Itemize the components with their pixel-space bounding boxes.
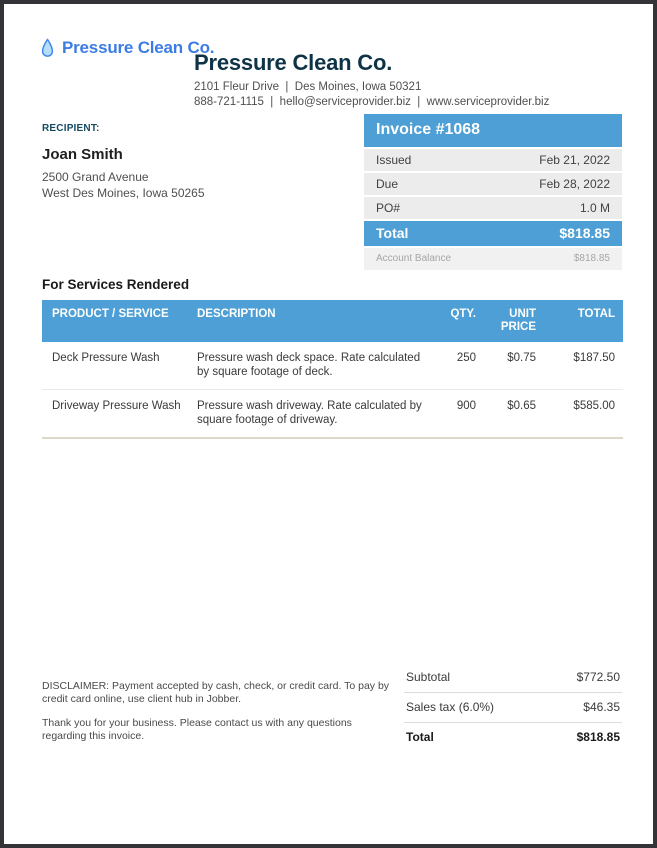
column-header-unit-price: UNIT PRICE [484, 300, 544, 342]
service-product: Deck Pressure Wash [42, 342, 189, 390]
invoice-due-row [364, 173, 622, 195]
invoice-issued-label: Issued [376, 153, 412, 167]
water-drop-icon [40, 38, 55, 58]
service-qty: 250 [434, 342, 484, 390]
column-header-description: DESCRIPTION [189, 300, 434, 342]
invoice-total-row [364, 221, 622, 246]
service-unit-price: $0.75 [484, 342, 544, 390]
column-header-total: TOTAL [544, 300, 623, 342]
recipient-block [42, 123, 205, 201]
subtotal-value: $772.50 [576, 670, 620, 684]
disclaimer-text: DISCLAIMER: Payment accepted by cash, check, or credit card. To pay by credit card online, use client hub in Jobber. [42, 680, 390, 705]
footer-notes [42, 680, 394, 754]
company-header [194, 50, 549, 109]
service-row-deck [42, 342, 623, 390]
sales-tax-label: Sales tax (6.0%) [406, 700, 495, 714]
recipient-name: Joan Smith [42, 146, 123, 163]
service-total: $187.50 [544, 342, 623, 390]
subtotal-label: Subtotal [406, 670, 451, 684]
company-contact: 888-721-1115 | hello@serviceprovider.biz | www.serviceprovider.biz [194, 95, 550, 108]
service-unit-price: $0.65 [484, 390, 544, 439]
account-balance-label: Account Balance [376, 253, 452, 264]
column-header-qty: QTY. [434, 300, 484, 342]
subtotal-row [404, 663, 622, 693]
invoice-summary-card [364, 114, 622, 270]
service-row-driveway [42, 390, 623, 439]
grand-total-row [404, 723, 622, 752]
services-table [42, 300, 623, 439]
invoice-total-label: Total [376, 225, 409, 241]
service-total: $585.00 [544, 390, 623, 439]
column-header-product: PRODUCT / SERVICE [42, 300, 189, 342]
service-description: Pressure wash deck space. Rate calculated by square footage of deck. [189, 342, 434, 390]
invoice-total-value: $818.85 [559, 225, 610, 241]
invoice-due-label: Due [376, 177, 399, 191]
invoice-issued-value: Feb 21, 2022 [539, 153, 610, 167]
invoice-number-title: Invoice #1068 [364, 114, 622, 147]
grand-total-value: $818.85 [576, 730, 620, 744]
company-address: 2101 Fleur Drive | Des Moines, Iowa 50321 [194, 81, 422, 93]
service-product: Driveway Pressure Wash [42, 390, 189, 439]
totals-summary [404, 663, 622, 752]
services-section [42, 277, 623, 439]
invoice-issued-row [364, 149, 622, 171]
sales-tax-row [404, 693, 622, 723]
invoice-po-label: PO# [376, 201, 401, 215]
recipient-label: RECIPIENT: [42, 123, 100, 134]
account-balance-value: $818.85 [573, 253, 610, 264]
company-name: Pressure Clean Co. [194, 50, 393, 75]
logo-wordmark: Pressure Clean Co. [62, 38, 215, 57]
sales-tax-value: $46.35 [583, 700, 620, 714]
recipient-address-line-1: 2500 Grand Avenue [42, 170, 149, 184]
invoice-po-value: 1.0 M [579, 201, 610, 215]
grand-total-label: Total [406, 730, 434, 744]
services-header-row [42, 300, 623, 342]
account-balance-row [364, 248, 622, 270]
company-logo [40, 38, 214, 58]
recipient-address-line-2: West Des Moines, Iowa 50265 [42, 186, 205, 200]
service-qty: 900 [434, 390, 484, 439]
services-heading: For Services Rendered [42, 277, 190, 292]
invoice-po-row [364, 197, 622, 219]
service-description: Pressure wash driveway. Rate calculated by square footage of driveway. [189, 390, 434, 439]
thank-you-text: Thank you for your business. Please contact us with any questions regarding this invoice. [42, 717, 352, 742]
invoice-due-value: Feb 28, 2022 [539, 177, 610, 191]
